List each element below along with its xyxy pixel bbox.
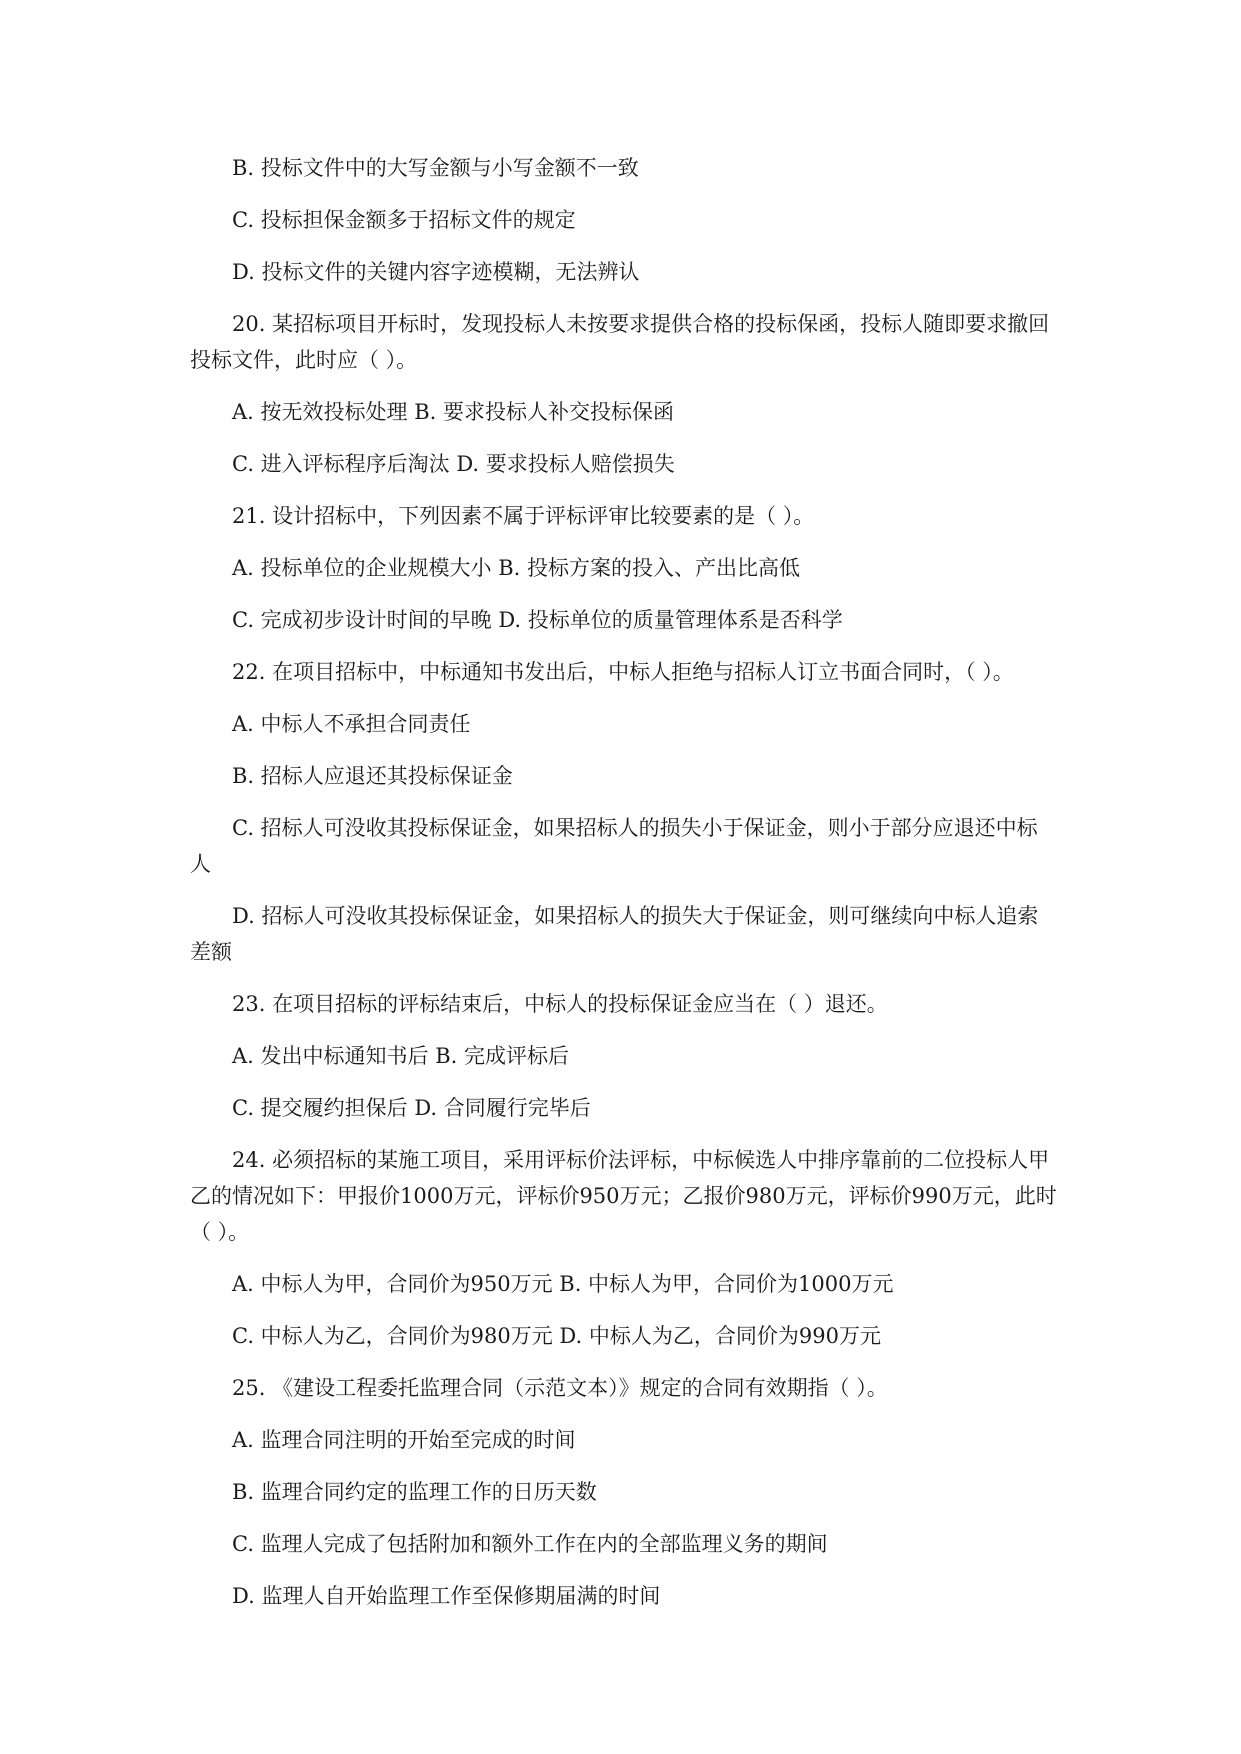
option-d-q19: D. 投标文件的关键内容字迹模糊，无法辨认 [232,260,640,284]
question-22: 22. 在项目招标中，中标通知书发出后，中标人拒绝与招标人订立书面合同时，（ ）。 [232,660,1014,684]
options-cd-q23: C. 提交履约担保后 D. 合同履行完毕后 [232,1096,591,1120]
option-d-q22: D. 招标人可没收其投标保证金，如果招标人的损失大于保证金，则可继续向中标人追索差额 [190,904,1039,964]
question-24: 24. 必须招标的某施工项目，采用评标价法评标，中标候选人中排序靠前的二位投标人甲乙的情况如下：甲报价1000万元，评标价950万元；乙报价980万元，评标价990万元，此时（ ）。 [190,1148,1057,1244]
option-b-q22: B. 招标人应退还其投标保证金 [232,764,513,788]
option-d-q25: D. 监理人自开始监理工作至保修期届满的时间 [232,1584,661,1608]
option-c-q22: C. 招标人可没收其投标保证金，如果招标人的损失小于保证金，则小于部分应退还中标人 [190,816,1038,876]
options-ab-q20: A. 按无效投标处理 B. 要求投标人补交投标保函 [232,400,674,424]
option-c-q19: C. 投标担保金额多于招标文件的规定 [232,208,576,232]
question-25: 25. 《建设工程委托监理合同（示范文本）》规定的合同有效期指（ ）。 [232,1376,888,1400]
options-cd-q20: C. 进入评标程序后淘汰 D. 要求投标人赔偿损失 [232,452,675,476]
question-21: 21. 设计招标中，下列因素不属于评标评审比较要素的是（ ）。 [232,504,815,528]
question-20: 20. 某招标项目开标时，发现投标人未按要求提供合格的投标保函，投标人随即要求撤回投标文件，此时应（ ）。 [190,312,1050,372]
options-ab-q23: A. 发出中标通知书后 B. 完成评标后 [232,1044,569,1068]
option-a-q22: A. 中标人不承担合同责任 [232,712,471,736]
option-b-q25: B. 监理合同约定的监理工作的日历天数 [232,1480,597,1504]
option-a-q25: A. 监理合同注明的开始至完成的时间 [232,1428,576,1452]
document-body [190,150,1058,1630]
options-cd-q21: C. 完成初步设计时间的早晚 D. 投标单位的质量管理体系是否科学 [232,608,843,632]
option-c-q25: C. 监理人完成了包括附加和额外工作在内的全部监理义务的期间 [232,1532,828,1556]
options-ab-q21: A. 投标单位的企业规模大小 B. 投标方案的投入、产出比高低 [232,556,800,580]
question-23: 23. 在项目招标的评标结束后，中标人的投标保证金应当在（ ）退还。 [232,992,888,1016]
options-cd-q24: C. 中标人为乙，合同价为980万元 D. 中标人为乙，合同价为990万元 [232,1324,881,1348]
option-b-q19: B. 投标文件中的大写金额与小写金额不一致 [232,156,639,180]
options-ab-q24: A. 中标人为甲，合同价为950万元 B. 中标人为甲，合同价为1000万元 [232,1272,894,1296]
